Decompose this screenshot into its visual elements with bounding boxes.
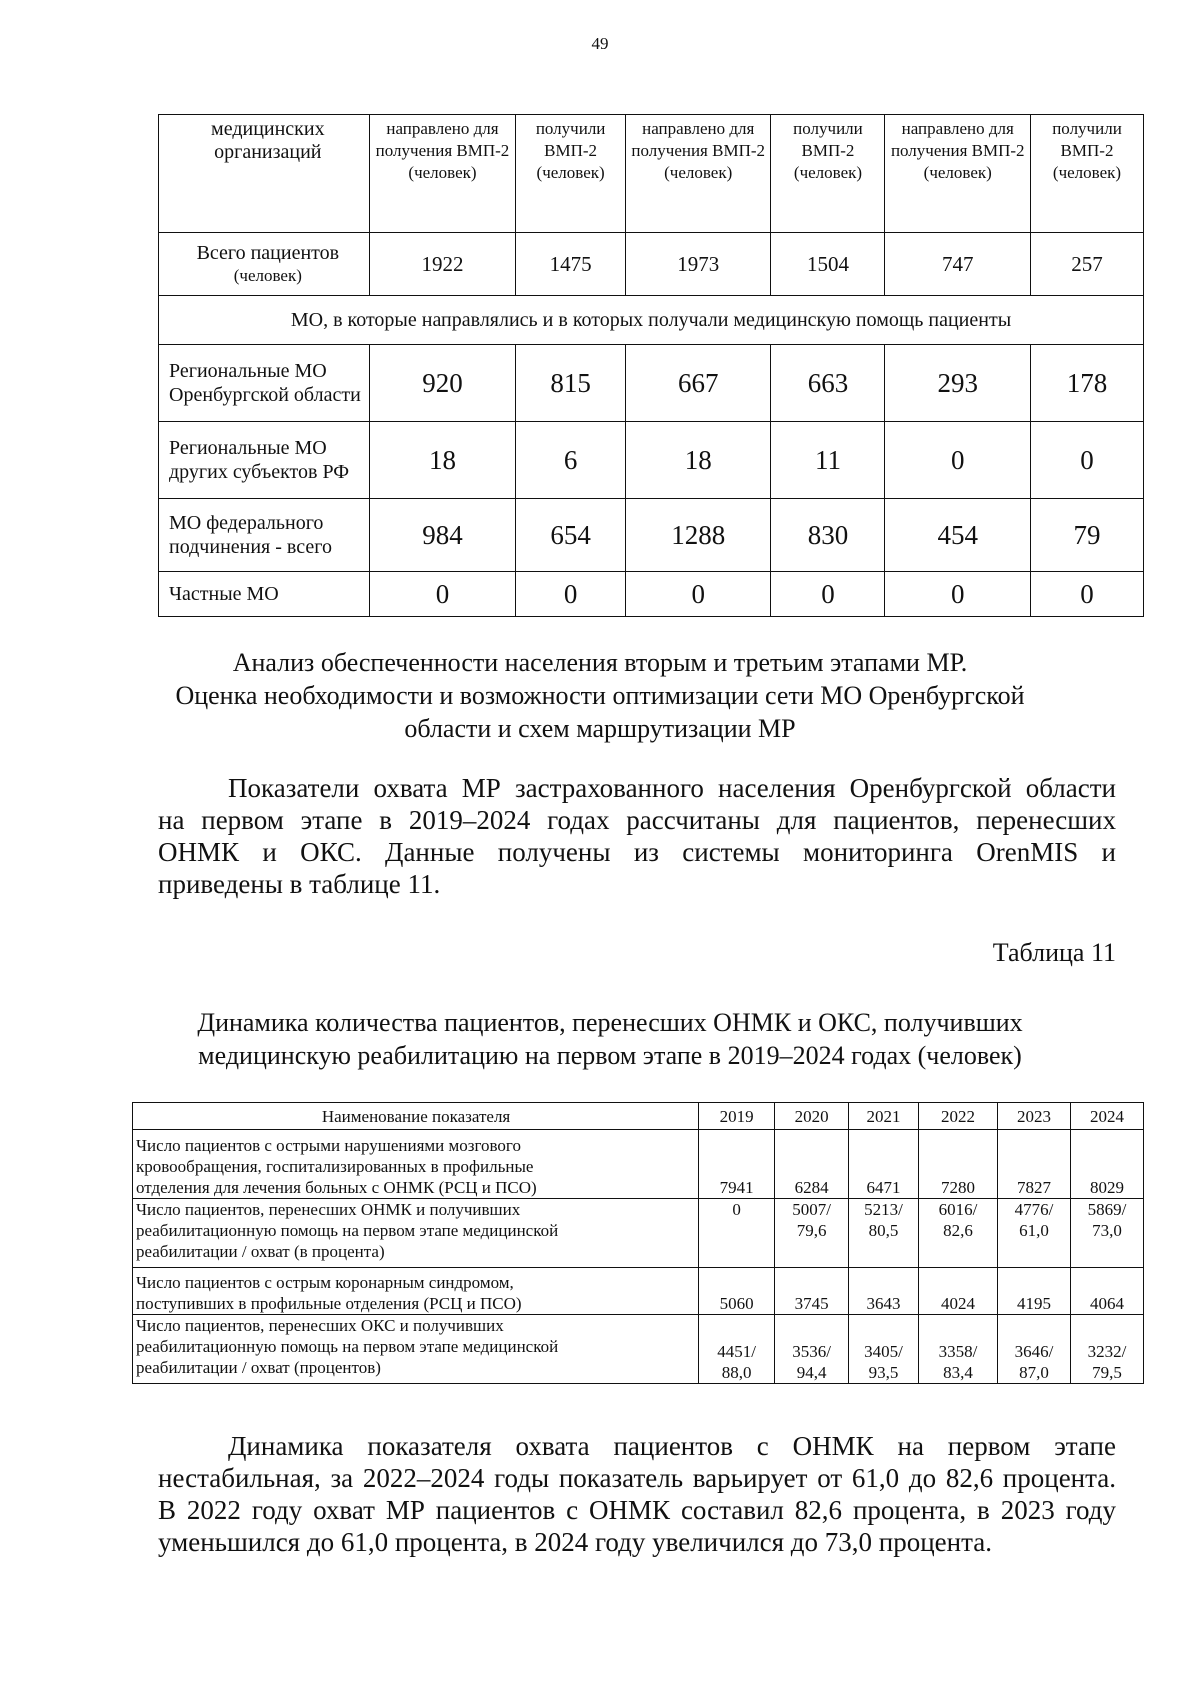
table-cell <box>1071 1199 1144 1268</box>
cell-percent: 87,0 <box>1019 1363 1049 1382</box>
row-label: Частные МО <box>159 572 370 617</box>
table-cell: 257 <box>1031 233 1144 296</box>
table-cell <box>1071 1315 1144 1384</box>
table-cell: 815 <box>516 345 626 422</box>
header-cell: 2023 <box>998 1103 1071 1130</box>
total-label: Всего пациентов <box>196 241 340 264</box>
table-cell: 8029 <box>1071 1130 1144 1199</box>
table-cell: 0 <box>1031 572 1144 617</box>
cell-percent: 94,4 <box>796 1363 827 1382</box>
header-cell: 2024 <box>1071 1103 1144 1130</box>
table-cell <box>998 1315 1071 1384</box>
table-row <box>159 499 1144 572</box>
table-row <box>159 233 1144 296</box>
table-cell <box>699 1315 775 1384</box>
table-cell <box>849 1199 919 1268</box>
table-cell: 6284 <box>775 1130 849 1199</box>
heading-line: Оценка необходимости и возможности оптимизации сети МО Оренбургской <box>175 681 1025 710</box>
cell-value: 3232/ <box>1087 1342 1127 1361</box>
cell-value: 4776/ <box>1014 1200 1054 1219</box>
row-label-line: поступивших в профильные отделения (РСЦ и ПСО) <box>136 1294 522 1313</box>
table-cell: 5060 <box>699 1268 775 1315</box>
row-label: МО федерального подчинения - всего <box>159 499 370 572</box>
table-cell: 0 <box>771 572 885 617</box>
span-row-label: МО, в которые направлялись и в которых получали медицинскую помощь пациенты <box>159 296 1144 345</box>
heading-line: области и схем маршрутизации МР <box>404 714 796 743</box>
row-label-line: Число пациентов с острым коронарным синдромом, <box>136 1273 514 1292</box>
table-cell: 654 <box>516 499 626 572</box>
cell-percent: 80,5 <box>868 1221 899 1240</box>
header-cell: 2019 <box>699 1103 775 1130</box>
table-cell: 0 <box>885 422 1031 499</box>
table-cell: 1475 <box>516 233 626 296</box>
table-cell: 667 <box>625 345 771 422</box>
table-cell: 4195 <box>998 1268 1071 1315</box>
table-cell: 920 <box>369 345 516 422</box>
paragraph-dynamics <box>158 1430 1116 1558</box>
table-cell <box>918 1315 997 1384</box>
cell-value: 4451/ <box>717 1342 756 1361</box>
table-cell: 3745 <box>775 1268 849 1315</box>
table-cell: 0 <box>1031 422 1144 499</box>
row-label <box>133 1199 699 1268</box>
cell-percent: 73,0 <box>1092 1221 1122 1240</box>
table-cell: 6471 <box>849 1130 919 1199</box>
cell-value: 0 <box>732 1200 741 1219</box>
row-label <box>133 1268 699 1315</box>
row-label-line: Число пациентов с острыми нарушениями мозгового <box>136 1136 521 1155</box>
table-title <box>130 1006 1090 1072</box>
header-cell: получили ВМП-2 (человек) <box>516 115 626 233</box>
table-cell: 293 <box>885 345 1031 422</box>
table-cell: 1973 <box>625 233 771 296</box>
cell-percent: 79,5 <box>1092 1363 1122 1382</box>
paragraph-line: на первом этапе в 2019–2024 годах рассчитаны для пациентов, перенесших <box>158 805 1116 835</box>
header-cell: направлено для получения ВМП-2 (человек) <box>885 115 1031 233</box>
table-row <box>159 296 1144 345</box>
rehab-dynamics-table <box>132 1102 1144 1384</box>
table-row <box>159 345 1144 422</box>
header-cell: 2020 <box>775 1103 849 1130</box>
cell-value: 3536/ <box>792 1342 831 1361</box>
table-cell <box>699 1199 775 1268</box>
cell-value: 3405/ <box>864 1342 903 1361</box>
cell-percent: 93,5 <box>868 1363 899 1382</box>
cell-value: 3358/ <box>938 1342 978 1361</box>
table-cell: 7280 <box>918 1130 997 1199</box>
table-cell: 18 <box>369 422 516 499</box>
table-cell: 178 <box>1031 345 1144 422</box>
table-cell: 79 <box>1031 499 1144 572</box>
cell-value: 5869/ <box>1087 1200 1127 1219</box>
paragraph-line: уменьшился до 61,0 процента, в 2024 году увеличился до 73,0 процента. <box>158 1527 992 1557</box>
row-label: Региональные МО Оренбургской области <box>159 345 370 422</box>
paragraph-line: В 2022 году охват МР пациентов с ОНМК составил 82,6 процента, в 2023 году <box>158 1495 1116 1525</box>
table-cell <box>775 1199 849 1268</box>
table-cell: 0 <box>516 572 626 617</box>
paragraph-line: Динамика показателя охвата пациентов с ОНМК на первом этапе <box>228 1431 1116 1461</box>
table-cell: 0 <box>369 572 516 617</box>
table-cell: 454 <box>885 499 1031 572</box>
table-row <box>133 1130 1144 1199</box>
row-label-line: реабилитации / охват (процентов) <box>136 1358 381 1377</box>
table-cell <box>849 1315 919 1384</box>
row-label <box>133 1315 699 1384</box>
cell-value: 3646/ <box>1014 1342 1054 1361</box>
table-cell: 7827 <box>998 1130 1071 1199</box>
cell-value: 6016/ <box>938 1200 978 1219</box>
header-cell: 2022 <box>918 1103 997 1130</box>
cell-percent: 88,0 <box>721 1363 752 1382</box>
table-cell: 4064 <box>1071 1268 1144 1315</box>
paragraph-line: ОНМК и ОКС. Данные получены из системы мониторинга OrenMIS и <box>158 837 1116 867</box>
header-cell: медицинских организаций <box>159 115 370 233</box>
table-header-row <box>133 1103 1144 1130</box>
table-cell: 3643 <box>849 1268 919 1315</box>
table-header-row <box>159 115 1144 233</box>
table-title-line: медицинскую реабилитацию на первом этапе в 2019–2024 годах (человек) <box>198 1041 1022 1070</box>
section-heading <box>120 646 1080 745</box>
row-label <box>159 233 370 296</box>
table-cell: 663 <box>771 345 885 422</box>
total-unit: (человек) <box>233 265 302 285</box>
table-cell: 1504 <box>771 233 885 296</box>
table-row <box>159 572 1144 617</box>
table-cell <box>918 1199 997 1268</box>
table-cell: 984 <box>369 499 516 572</box>
heading-line: Анализ обеспеченности населения вторым и третьим этапами МР. <box>232 648 968 677</box>
paragraph-line: нестабильная, за 2022–2024 годы показатель варьирует от 61,0 до 82,6 процента. <box>158 1463 1116 1493</box>
table-cell: 0 <box>885 572 1031 617</box>
cell-value: 5213/ <box>864 1200 903 1219</box>
table-cell: 1288 <box>625 499 771 572</box>
row-label-line: реабилитации / охват (в процента) <box>136 1242 385 1261</box>
header-cell: Наименование показателя <box>133 1103 699 1130</box>
row-label-line: Число пациентов, перенесших ОНМК и получивших <box>136 1200 521 1219</box>
table-cell <box>998 1199 1071 1268</box>
table-row <box>133 1315 1144 1384</box>
table-cell <box>775 1315 849 1384</box>
header-cell: 2021 <box>849 1103 919 1130</box>
cell-percent: 79,6 <box>796 1221 827 1240</box>
table-label: Таблица 11 <box>992 938 1116 967</box>
header-cell: направлено для получения ВМП-2 (человек) <box>625 115 771 233</box>
row-label-line: кровообращения, госпитализированных в профильные <box>136 1157 534 1176</box>
row-label <box>133 1130 699 1199</box>
table-cell: 7941 <box>699 1130 775 1199</box>
table-title-line: Динамика количества пациентов, перенесших ОНМК и ОКС, получивших <box>197 1008 1023 1037</box>
cell-percent: 82,6 <box>943 1221 973 1240</box>
referral-table <box>158 114 1144 617</box>
paragraph-coverage <box>158 772 1116 900</box>
table-cell: 1922 <box>369 233 516 296</box>
cell-percent: 61,0 <box>1019 1221 1049 1240</box>
table-cell: 4024 <box>918 1268 997 1315</box>
table-row <box>133 1199 1144 1268</box>
row-label-line: Число пациентов, перенесших ОКС и получивших <box>136 1316 504 1335</box>
row-label: Региональные МО других субъектов РФ <box>159 422 370 499</box>
cell-value: 5007/ <box>792 1200 831 1219</box>
table-cell: 747 <box>885 233 1031 296</box>
table-cell: 0 <box>625 572 771 617</box>
paragraph-line: Показатели охвата МР застрахованного населения Оренбургской области <box>228 773 1116 803</box>
table-cell: 11 <box>771 422 885 499</box>
table-row <box>133 1268 1144 1315</box>
cell-percent: 83,4 <box>943 1363 973 1382</box>
header-cell: получили ВМП-2 (человек) <box>771 115 885 233</box>
paragraph-line: приведены в таблице 11. <box>158 869 441 899</box>
table-cell: 6 <box>516 422 626 499</box>
row-label-line: отделения для лечения больных с ОНМК (РСЦ и ПСО) <box>136 1178 537 1197</box>
table-cell: 830 <box>771 499 885 572</box>
row-label-line: реабилитационную помощь на первом этапе медицинской <box>136 1337 559 1356</box>
table-cell: 18 <box>625 422 771 499</box>
table-row <box>159 422 1144 499</box>
header-cell: получили ВМП-2 (человек) <box>1031 115 1144 233</box>
row-label-line: реабилитационную помощь на первом этапе медицинской <box>136 1221 559 1240</box>
header-cell: направлено для получения ВМП-2 (человек) <box>369 115 516 233</box>
page-number: 49 <box>591 34 609 53</box>
